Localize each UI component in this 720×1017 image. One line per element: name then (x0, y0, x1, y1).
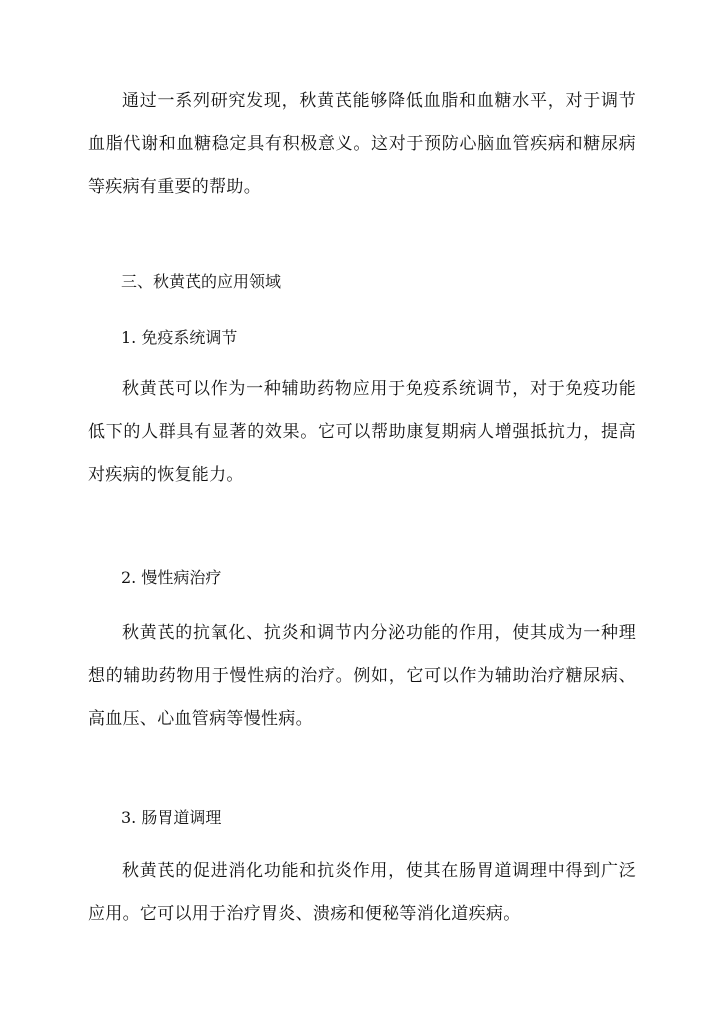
paragraph-immune-regulation: 秋黄芪可以作为一种辅助药物应用于免疫系统调节，对于免疫功能低下的人群具有显著的效果。它可以帮助康复期病人增强抵抗力，提高对疾病的恢复能力。 (88, 379, 636, 485)
paragraph-gastrointestinal: 秋黄芪的促进消化功能和抗炎作用，使其在肠胃道调理中得到广泛应用。它可以用于治疗胃炎、溃疡和便秘等消化道疾病。 (88, 861, 636, 924)
section-heading-applications: 三、秋黄芪的应用领域 (121, 272, 282, 291)
paragraph-chronic-disease: 秋黄芪的抗氧化、抗炎和调节内分泌功能的作用，使其成为一种理想的辅助药物用于慢性病的治疗。例如，它可以作为辅助治疗糖尿病、高血压、心血管病等慢性病。 (88, 623, 636, 729)
subheading-gastrointestinal: 3. 肠胃道调理 (121, 808, 222, 827)
subheading-immune-regulation: 1. 免疫系统调节 (121, 328, 238, 347)
subheading-chronic-disease: 2. 慢性病治疗 (121, 568, 222, 587)
paragraph-lipid-glucose: 通过一系列研究发现，秋黄芪能够降低血脂和血糖水平，对于调节血脂代谢和血糖稳定具有积极意义。这对于预防心脑血管疾病和糖尿病等疾病有重要的帮助。 (88, 91, 636, 197)
